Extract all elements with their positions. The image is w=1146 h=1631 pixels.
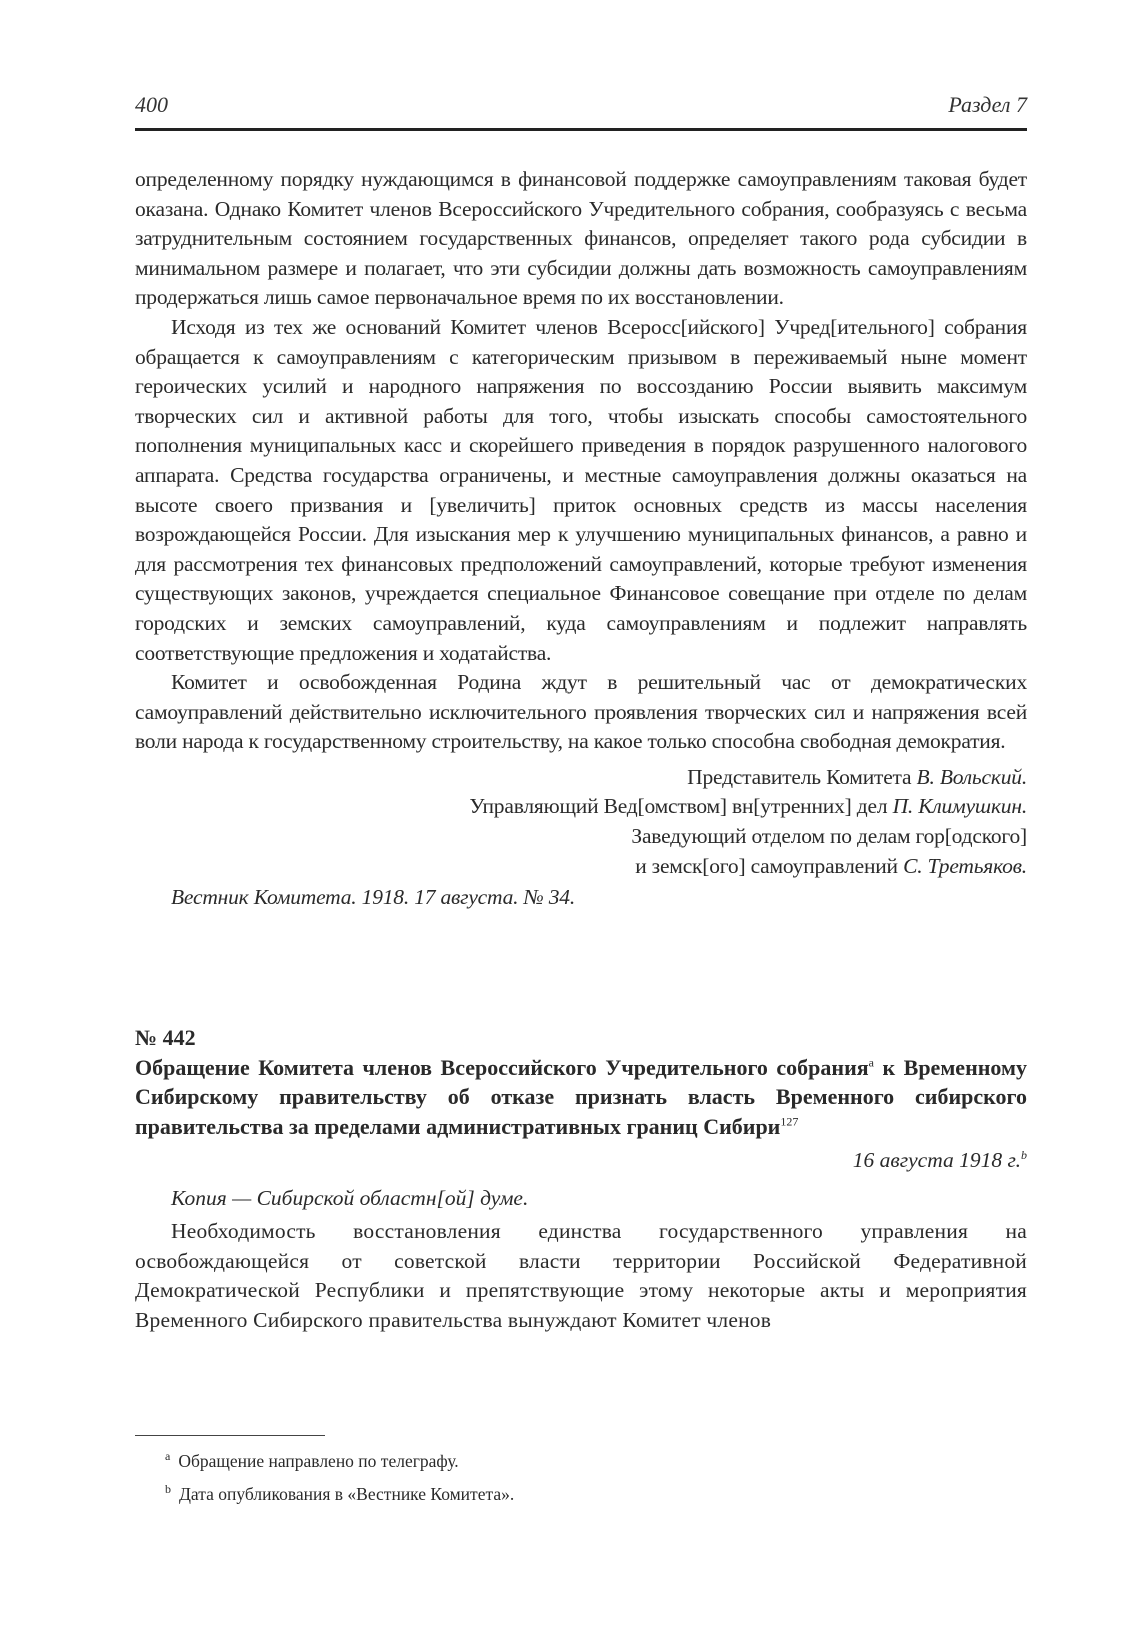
signatory-title: Представитель Комитета bbox=[687, 764, 912, 789]
paragraph: Исходя из тех же оснований Комитет членов Всеросс[ийского] Учред[ительного] собрания обращается к самоуправлениям с категорическим призывом в переживаемый ныне момент героических усилий и народного напряжения по воссозданию России выявить максимум творческих сил и активной работы для того, чтобы изыскать способы самостоятельного пополнения муниципальных касс и скорейшего приведения в порядок разрушенного налогового аппарата. Средства государства ограничены, и местные самоуправления должны оказаться на высоте своего призвания и [увеличить] приток основных средств из массы населения возрождающейся России. Для изыскания мер к улучшению муниципальных финансов, а равно и для рассмотрения тех финансовых предположений самоуправлений, которые требуют изменения существующих законов, учреждается специальное Финансовое совещание при отделе по делам городских и земских самоуправлений, куда самоуправлениям и подлежит направлять соответствующие предложения и ходатайства. bbox=[135, 314, 1027, 665]
footnote-text: Обращение направлено по телеграфу. bbox=[178, 1450, 459, 1471]
footnote-mark: b bbox=[165, 1481, 171, 1496]
footnote-mark: a bbox=[868, 1055, 874, 1070]
footnote-mark: b bbox=[1021, 1147, 1027, 1162]
running-head bbox=[135, 92, 1027, 122]
page-number: 400 bbox=[135, 92, 168, 117]
paragraph: определенному порядку нуждающимся в финансовой поддержке самоуправлениям таковая будет оказана. Однако Комитет членов Всероссийского Учредительного собрания, сообразуясь с весьма затруднительным состоянием государственных финансов, определяет такого рода субсидии в минимальном размере и полагает, что эти субсидии должны дать возможность самоуправлениям продержаться лишь самое первоначальное время по их восстановлении. bbox=[135, 167, 1027, 310]
document-title-part: к Временному Сибирскому правительству об отказе признать власть Временного сибирского правительства за пределами административных границ Сибири bbox=[135, 1054, 1027, 1140]
footnote-rule bbox=[135, 1435, 325, 1436]
signatory-name: В. Вольский. bbox=[916, 764, 1027, 789]
continued-text bbox=[135, 165, 1027, 913]
document-date bbox=[135, 1146, 1027, 1176]
document-442 bbox=[135, 1023, 1027, 1336]
document-title-part: Обращение Комитета членов Всероссийского Учредительного собрания bbox=[135, 1054, 869, 1080]
signatory-title: и земск[ого] самоуправлений bbox=[635, 853, 898, 878]
signature-line bbox=[135, 822, 1027, 852]
footnote-mark: a bbox=[165, 1449, 171, 1463]
footnote bbox=[165, 1442, 1025, 1475]
section-title: Раздел 7 bbox=[948, 92, 1027, 117]
footnotes bbox=[165, 1442, 1025, 1508]
footnote bbox=[165, 1475, 1025, 1508]
signature-block bbox=[135, 763, 1027, 881]
document-title bbox=[135, 1053, 1027, 1142]
source-citation: Вестник Комитета. 1918. 17 августа. № 34. bbox=[171, 885, 576, 910]
signature-line bbox=[135, 792, 1027, 822]
header-rule bbox=[135, 128, 1027, 131]
signatory-name: С. Третьяков. bbox=[903, 853, 1027, 878]
date-text: 16 августа 1918 г. bbox=[852, 1147, 1021, 1172]
signatory-name: П. Климушкин. bbox=[892, 794, 1027, 819]
paragraph: Комитет и освобожденная Родина ждут в решительный час от демократических самоуправлений действительно исключительного проявления творческих сил и напряжения всей воли народа к государственному строительству, на какое только способна свободная демократия. bbox=[135, 670, 1027, 754]
signature-line bbox=[135, 763, 1027, 793]
document-number: № 442 bbox=[135, 1025, 196, 1050]
signatory-title: Заведующий отделом по делам гор[одского] bbox=[631, 824, 1027, 849]
footnote-text: Дата опубликования в «Вестнике Комитета». bbox=[179, 1483, 515, 1504]
document-body: Необходимость восстановления единства государственного управления на освобождающейся от советской власти территории Российской Федеративной Демократической Республики и препятствующие этому некоторые акты и мероприятия Временного Сибирского правительства вынуждают Комитет членов bbox=[135, 1219, 1027, 1332]
copy-line: Копия — Сибирской областн[ой] думе. bbox=[171, 1185, 529, 1210]
signature-line bbox=[135, 852, 1027, 882]
endnote-ref: 127 bbox=[780, 1114, 799, 1129]
signatory-title: Управляющий Вед[омством] вн[утренних] дел bbox=[469, 794, 888, 819]
